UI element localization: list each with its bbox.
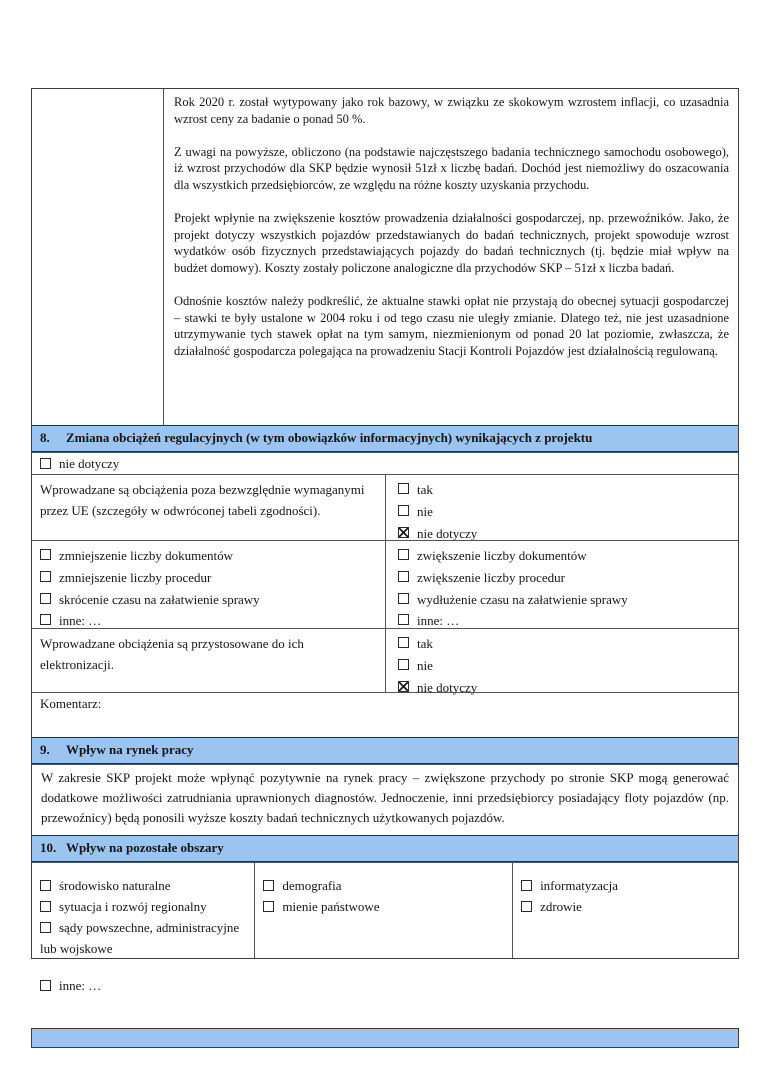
option-demografia bbox=[263, 875, 504, 896]
section-8-number: 8. bbox=[40, 430, 50, 445]
section-8-changes-row bbox=[32, 540, 738, 628]
option-srodowisko-naturalne bbox=[40, 875, 246, 896]
section-9-number: 9. bbox=[40, 742, 50, 757]
checkbox-checked-icon bbox=[398, 527, 409, 538]
section-10-header bbox=[32, 835, 738, 862]
next-section-header-truncated bbox=[31, 1028, 739, 1048]
checkbox-label: zwiększenie liczby procedur bbox=[417, 569, 565, 585]
areas-column-3 bbox=[512, 863, 738, 958]
checkbox-label: skrócenie czasu na załatwienie sprawy bbox=[59, 591, 260, 607]
checkbox-label: inne: … bbox=[59, 613, 102, 629]
checkbox-label: demografia bbox=[282, 878, 342, 893]
checkbox-label: nie dotyczy bbox=[417, 679, 478, 695]
option-zwiekszenie-procedur bbox=[398, 567, 730, 589]
ue-options-cell bbox=[385, 475, 738, 540]
areas-column-2 bbox=[254, 863, 512, 958]
checkbox-label: zwiększenie liczby dokumentów bbox=[417, 548, 587, 563]
checkbox-label: sądy powszechne, administracyjne lub wojskowe bbox=[40, 920, 240, 957]
section-10-areas-row bbox=[32, 862, 738, 994]
checkbox-icon bbox=[40, 901, 51, 912]
intro-paragraph-3: Projekt wpłynie na zwiększenie kosztów prowadzenia działalności gospodarczej, np. przewoźników. Jako, że projekt dotyczy wszystkich pojazdów przedstawianych do badań technicznych, projekt spowoduje wzrost wydatków osób fizycznych przedstawiających pojazdy do badań technicznych (tj. będzie miał wpływ na budżet domowy). Koszty zostały policzone analogiczne dla przychodów SKP – 51zł x liczba badań. bbox=[174, 210, 729, 275]
areas-column-1 bbox=[32, 863, 254, 994]
checkbox-icon bbox=[263, 880, 274, 891]
checkbox-icon bbox=[40, 614, 51, 625]
option-nie bbox=[398, 501, 730, 523]
intro-paragraph-4: Odnośnie kosztów należy podkreślić, że aktualne stawki opłat nie przystają do obecnej sytuacji gospodarczej – stawki te były ustalone w 2004 roku i od tego czasu nie uległy zmianie. Dlatego też, nie jest uzasadnione utrzymywanie tych stawek opłat na tym samym, niezmienionym od ponad 20 lat poziomie, zwłaszcza, że działalność gospodarcza polegająca na prowadzeniu Stacji Kontroli Pojazdów jest działalnością regulowaną. bbox=[174, 293, 729, 358]
checkbox-label: inne: … bbox=[417, 613, 460, 629]
option-informatyzacja bbox=[521, 875, 730, 896]
checkbox-icon bbox=[398, 593, 409, 604]
checkbox-icon bbox=[263, 901, 274, 912]
option-zdrowie bbox=[521, 896, 730, 917]
section-8-electronization-row bbox=[32, 628, 738, 695]
checkbox-label: nie dotyczy bbox=[417, 525, 478, 541]
intro-text-cell bbox=[164, 89, 738, 425]
checkbox-icon bbox=[398, 659, 409, 670]
checkbox-label: informatyzacja bbox=[540, 878, 619, 893]
intro-continuation-row bbox=[32, 89, 738, 425]
decrease-options-cell bbox=[32, 541, 385, 628]
section-9-text-row bbox=[32, 764, 738, 835]
comment-row bbox=[32, 692, 738, 737]
section-8-header bbox=[32, 425, 738, 452]
comment-label: Komentarz: bbox=[40, 696, 102, 711]
checkbox-label: nie dotyczy bbox=[59, 455, 120, 471]
checkbox-icon bbox=[521, 880, 532, 891]
section-8-ue-row bbox=[32, 474, 738, 540]
checkbox-icon bbox=[398, 637, 409, 648]
checkbox-label: wydłużenie czasu na załatwienie sprawy bbox=[417, 591, 628, 607]
checkbox-label: tak bbox=[417, 636, 433, 651]
electronization-question-cell: Wprowadzane obciążenia są przystosowane do ich elektronizacji. bbox=[40, 636, 304, 673]
checkbox-icon bbox=[398, 549, 409, 560]
option-nie bbox=[398, 655, 730, 677]
checkbox-checked-icon bbox=[398, 681, 409, 692]
checkbox-icon bbox=[398, 571, 409, 582]
section-9-header bbox=[32, 737, 738, 764]
intro-empty-left-cell bbox=[32, 89, 164, 425]
section-10-title: Wpływ na pozostałe obszary bbox=[66, 840, 224, 855]
section-8-title: Zmiana obciążeń regulacyjnych (w tym obowiązków informacyjnych) wynikających z projektu bbox=[66, 430, 593, 445]
checkbox-icon bbox=[521, 901, 532, 912]
checkbox-icon bbox=[40, 458, 51, 469]
checkbox-label: zmniejszenie liczby procedur bbox=[59, 569, 212, 585]
section-10-number: 10. bbox=[40, 840, 57, 855]
option-zwiekszenie-dokumentow bbox=[398, 545, 730, 567]
osr-form-table bbox=[31, 88, 739, 994]
checkbox-icon bbox=[398, 483, 409, 494]
ue-question-cell: Wprowadzane są obciążenia poza bezwzględnie wymaganymi przez UE (szczegóły w odwróconej tabeli zgodności). bbox=[40, 482, 365, 519]
option-mienie-panstwowe bbox=[263, 896, 504, 917]
checkbox-label: nie bbox=[417, 503, 433, 519]
intro-paragraph-1: Rok 2020 r. został wytypowany jako rok bazowy, w związku ze skokowym wzrostem inflacji, co uzasadnia wzrost ceny za badanie o ponad 50 %. bbox=[174, 95, 729, 126]
option-inne bbox=[40, 975, 246, 996]
increase-options-cell bbox=[385, 541, 738, 628]
option-zmniejszenie-procedur bbox=[40, 567, 373, 589]
section-9-title: Wpływ na rynek pracy bbox=[66, 742, 194, 757]
checkbox-icon bbox=[398, 614, 409, 625]
option-skrocenie-czasu bbox=[40, 589, 373, 611]
checkbox-label: środowisko naturalne bbox=[59, 878, 171, 893]
checkbox-icon bbox=[40, 880, 51, 891]
option-zmniejszenie-dokumentow bbox=[40, 545, 373, 567]
checkbox-icon bbox=[40, 980, 51, 991]
checkbox-icon bbox=[40, 593, 51, 604]
option-sady-powszechne bbox=[40, 917, 246, 959]
checkbox-label: zmniejszenie liczby dokumentów bbox=[59, 548, 234, 563]
section-8-nie-dotyczy-row bbox=[32, 452, 738, 474]
checkbox-label: mienie państwowe bbox=[282, 899, 380, 915]
intro-paragraph-2: Z uwagi na powyższe, obliczono (na podstawie najczęstszego badania technicznego samochodu osobowego), iż wzrost przychodów dla SKP będzie wynosił 51zł x liczbę badań. Dochód jest niemożliwy do oszacowania dla wszystkich przedsiębiorców, ze względu na różne koszty uzyskania przychodu. bbox=[174, 144, 729, 192]
checkbox-label: zdrowie bbox=[540, 899, 582, 915]
checkbox-label: inne: … bbox=[59, 978, 102, 994]
option-tak bbox=[398, 479, 730, 501]
checkbox-icon bbox=[40, 549, 51, 560]
checkbox-icon bbox=[398, 505, 409, 516]
section-9-text: W zakresie SKP projekt może wpłynąć pozytywnie na rynek pracy – zwiększone przychody po stronie SKP mogą generować dodatkowe możliwości zatrudniania uprawnionych diagnostów. Jednoczenie, inni przedsiębiorcy posiadający floty pojazdów (np. przewoźnicy) będą ponosili wyższe koszty badań technicznych użytkowanych pojazdów. bbox=[41, 770, 729, 826]
checkbox-label: sytuacja i rozwój regionalny bbox=[59, 899, 207, 915]
checkbox-icon bbox=[40, 571, 51, 582]
checkbox-label: nie bbox=[417, 657, 433, 673]
checkbox-icon bbox=[40, 922, 51, 933]
option-tak bbox=[398, 633, 730, 655]
option-wydluzenie-czasu bbox=[398, 589, 730, 611]
checkbox-label: tak bbox=[417, 482, 433, 497]
electronization-options-cell bbox=[385, 629, 738, 695]
option-sytuacja-rozwoj-regionalny bbox=[40, 896, 246, 917]
